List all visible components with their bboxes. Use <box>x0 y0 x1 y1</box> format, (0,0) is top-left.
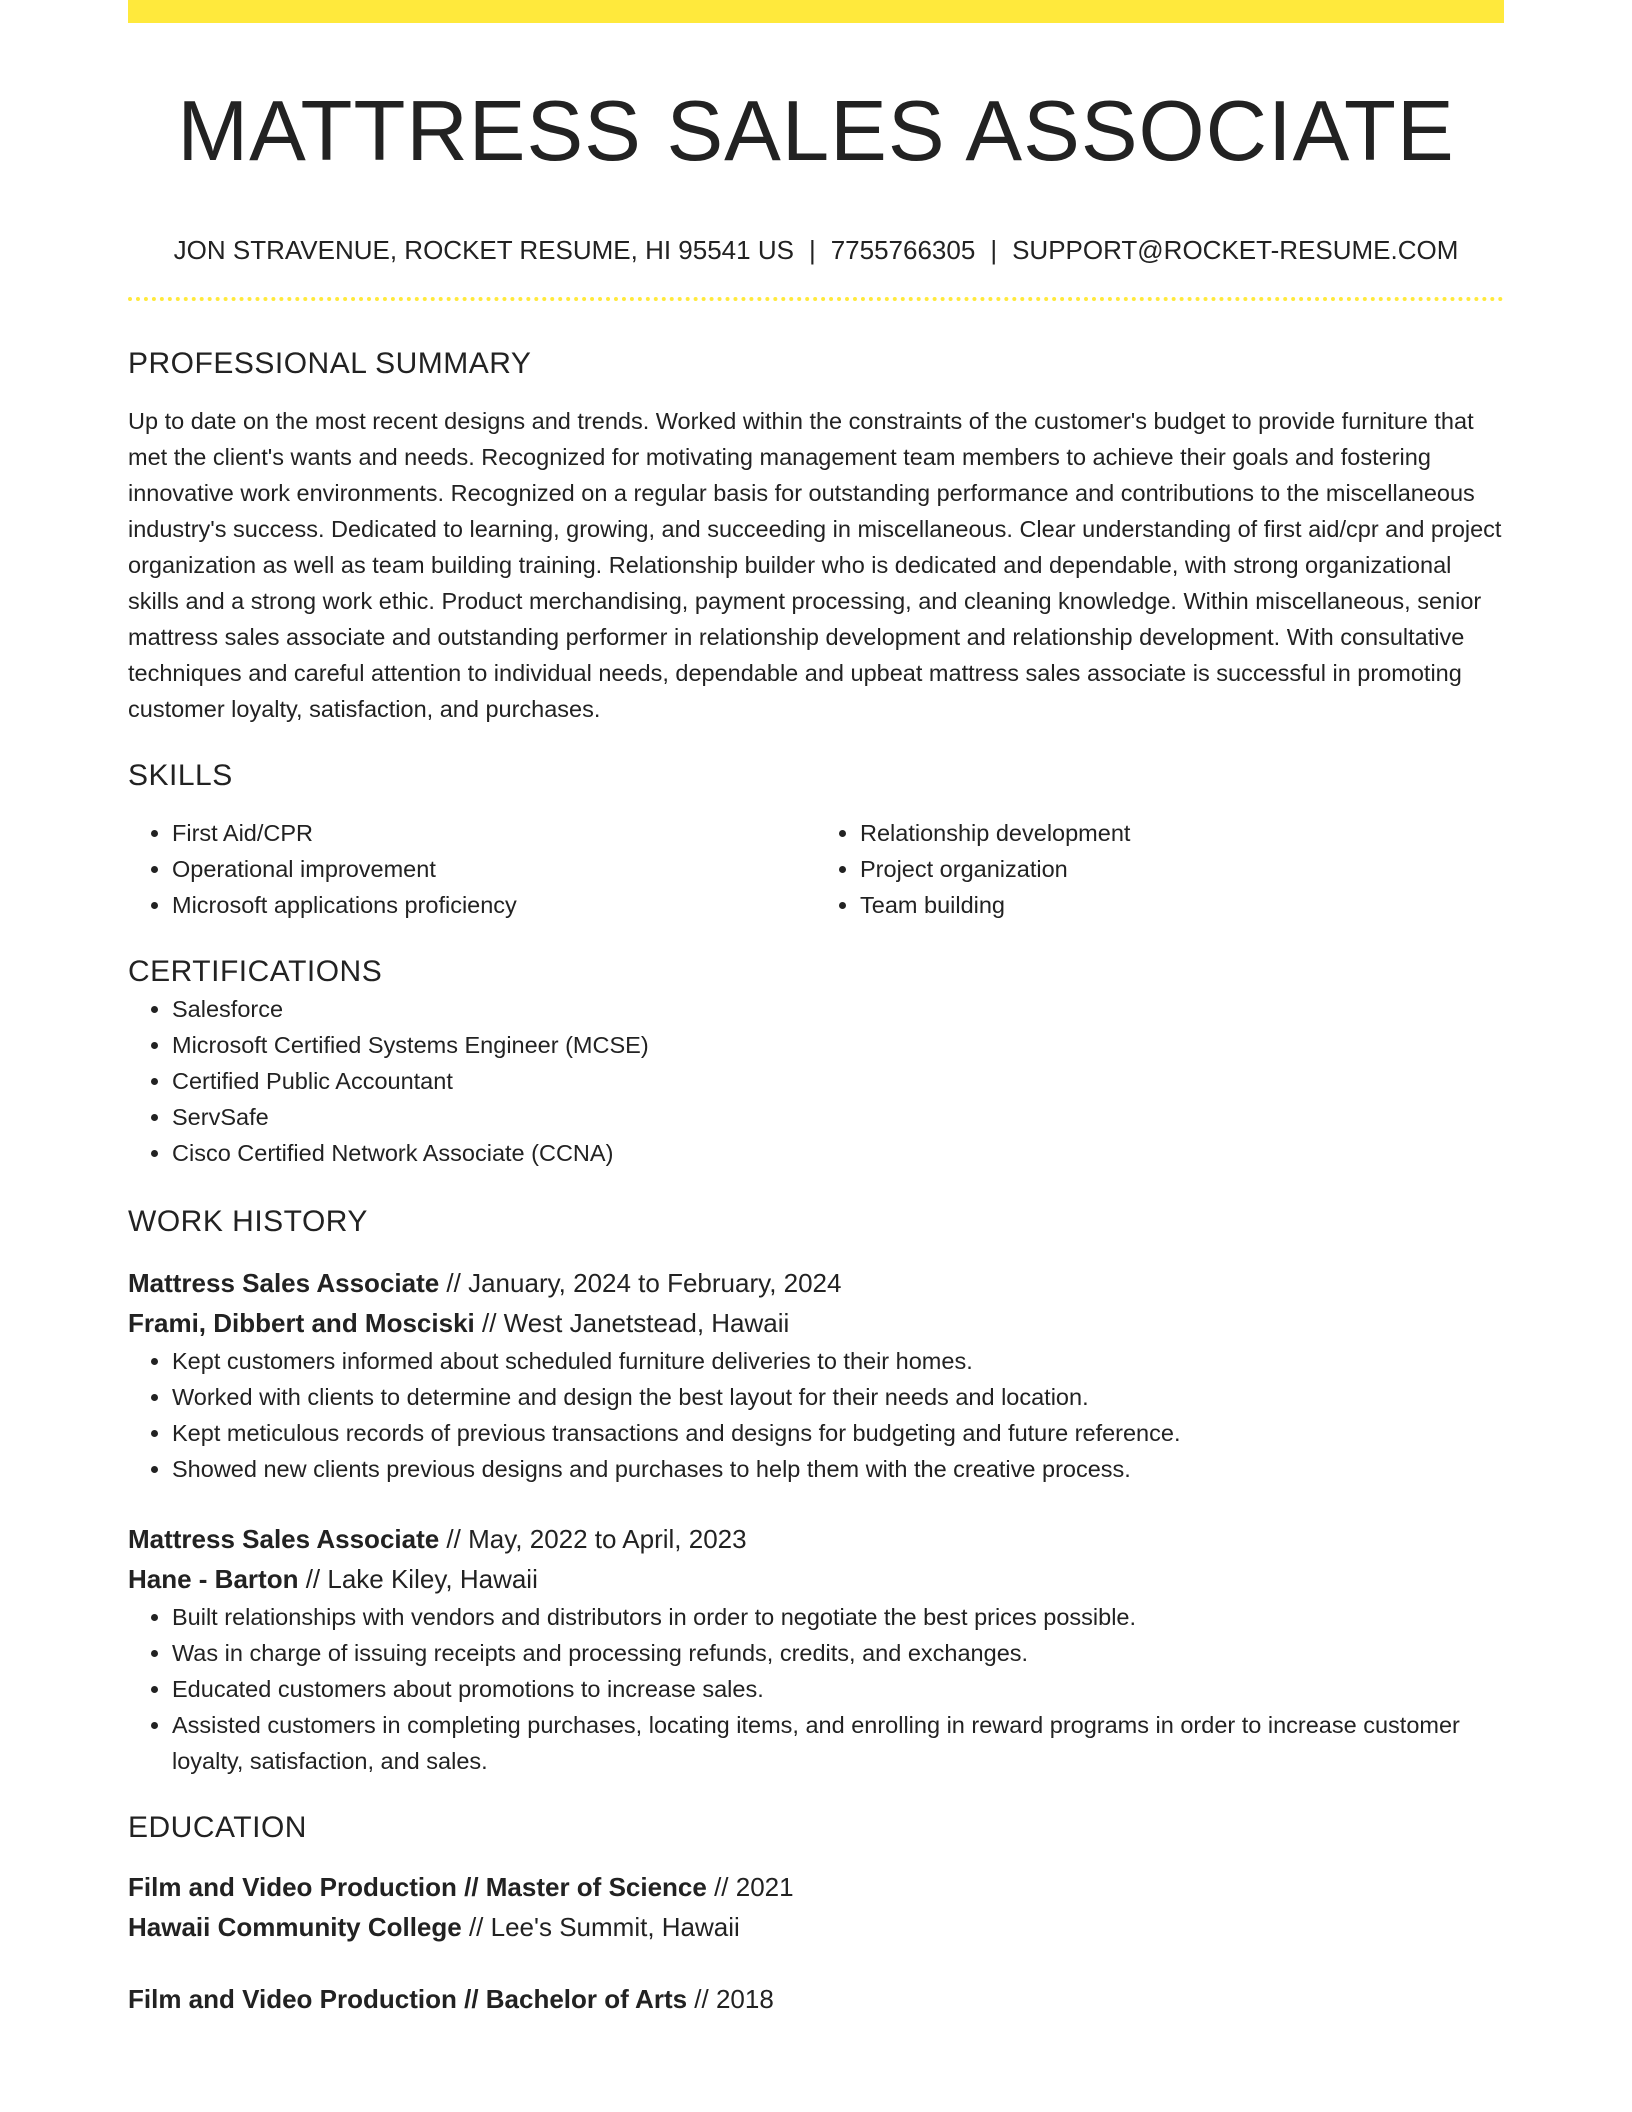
contact-separator: | <box>990 235 998 265</box>
contact-address: JON STRAVENUE, ROCKET RESUME, HI 95541 US <box>173 235 794 265</box>
job-location: // Lake Kiley, Hawaii <box>298 1564 538 1594</box>
job-location: // West Janetstead, Hawaii <box>474 1308 790 1338</box>
skill-item: • Project organization <box>860 851 1504 887</box>
skill-item: • Microsoft applications proficiency <box>172 887 816 923</box>
job-duty: • Worked with clients to determine and design the best layout for their needs and location. <box>172 1379 1504 1415</box>
education-degree-line <box>128 1867 1504 1907</box>
education-degree: Film and Video Production // Bachelor of Arts <box>128 1984 688 2014</box>
job-title-line <box>128 1519 1504 1559</box>
job-duty: • Educated customers about promotions to increase sales. <box>172 1671 1504 1707</box>
education-school-line <box>128 1907 1504 1947</box>
job-role: Mattress Sales Associate <box>128 1524 440 1554</box>
education-location: // Lee's Summit, Hawaii <box>461 1912 740 1942</box>
skill-item: • Team building <box>860 887 1504 923</box>
education-school: Hawaii Community College <box>128 1912 462 1942</box>
job-title-line <box>128 1263 1504 1303</box>
job-duties-list <box>128 1599 1504 1779</box>
certification-item: • Certified Public Accountant <box>172 1063 1504 1099</box>
contact-separator: | <box>808 235 816 265</box>
resume-title: MATTRESS SALES ASSOCIATE <box>177 84 1455 179</box>
contact-phone: 7755766305 <box>830 235 976 265</box>
skills-left-list <box>128 815 816 923</box>
job-duty: • Showed new clients previous designs and purchases to help them with the creative process. <box>172 1451 1504 1487</box>
job-company: Frami, Dibbert and Mosciski <box>128 1308 475 1338</box>
skills-right-list <box>816 815 1504 923</box>
job-company-line <box>128 1303 1504 1343</box>
job-duty: • Assisted customers in completing purchases, locating items, and enrolling in reward programs in order to increase customer loyalty, satisfaction, and sales. <box>172 1707 1504 1779</box>
skill-item: • Relationship development <box>860 815 1504 851</box>
work-history-heading: WORK HISTORY <box>128 1205 368 1238</box>
skills-grid <box>128 815 1504 923</box>
education-degree: Film and Video Production // Master of Science <box>128 1872 707 1902</box>
contact-email: SUPPORT@ROCKET-RESUME.COM <box>1012 235 1459 265</box>
job-role: Mattress Sales Associate <box>128 1268 440 1298</box>
certifications-list <box>128 991 1504 1171</box>
contact-line <box>128 233 1504 267</box>
education-year: // 2021 <box>706 1872 794 1902</box>
job-duties-list <box>128 1343 1504 1487</box>
job-duty: • Kept meticulous records of previous transactions and designs for budgeting and future reference. <box>172 1415 1504 1451</box>
job-dates: // January, 2024 to February, 2024 <box>439 1268 842 1298</box>
education-degree-line <box>128 1979 1504 2019</box>
job-company-line <box>128 1559 1504 1599</box>
accent-bar <box>128 0 1504 23</box>
summary-text: Up to date on the most recent designs and trends. Worked within the constraints of the customer's budget to provide furniture that met the client's wants and needs. Recognized for motivating management team members to achieve their goals and fostering innovative work environments. Recognized on a regular basis for outstanding performance and contributions to the miscellaneous industry's success. Dedicated to learning, growing, and succeeding in miscellaneous. Clear understanding of first aid/cpr and project organization as well as team building training. Relationship builder who is dedicated and dependable, with strong organizational skills and a strong work ethic. Product merchandising, payment processing, and cleaning knowledge. Within miscellaneous, senior mattress sales associate and outstanding performer in relationship development and relationship development. With consultative techniques and careful attention to individual needs, dependable and upbeat mattress sales associate is successful in promoting customer loyalty, satisfaction, and purchases. <box>128 408 1502 722</box>
job-duty: • Was in charge of issuing receipts and processing refunds, credits, and exchanges. <box>172 1635 1504 1671</box>
education-heading: EDUCATION <box>128 1811 307 1844</box>
skills-heading: SKILLS <box>128 759 233 792</box>
summary-heading: PROFESSIONAL SUMMARY <box>128 347 532 380</box>
certification-item: • Microsoft Certified Systems Engineer (MCSE) <box>172 1027 1504 1063</box>
certification-item: • ServSafe <box>172 1099 1504 1135</box>
resume-page <box>128 0 1504 2019</box>
job-dates: // May, 2022 to April, 2023 <box>439 1524 747 1554</box>
dotted-divider <box>128 297 1504 301</box>
job-duty: • Kept customers informed about scheduled furniture deliveries to their homes. <box>172 1343 1504 1379</box>
job-company: Hane - Barton <box>128 1564 299 1594</box>
skill-item: • Operational improvement <box>172 851 816 887</box>
skill-item: • First Aid/CPR <box>172 815 816 851</box>
certifications-heading: CERTIFICATIONS <box>128 955 383 988</box>
certification-item: • Cisco Certified Network Associate (CCNA) <box>172 1135 1504 1171</box>
certification-item: • Salesforce <box>172 991 1504 1027</box>
job-duty: • Built relationships with vendors and distributors in order to negotiate the best prices possible. <box>172 1599 1504 1635</box>
education-year: // 2018 <box>687 1984 774 2014</box>
